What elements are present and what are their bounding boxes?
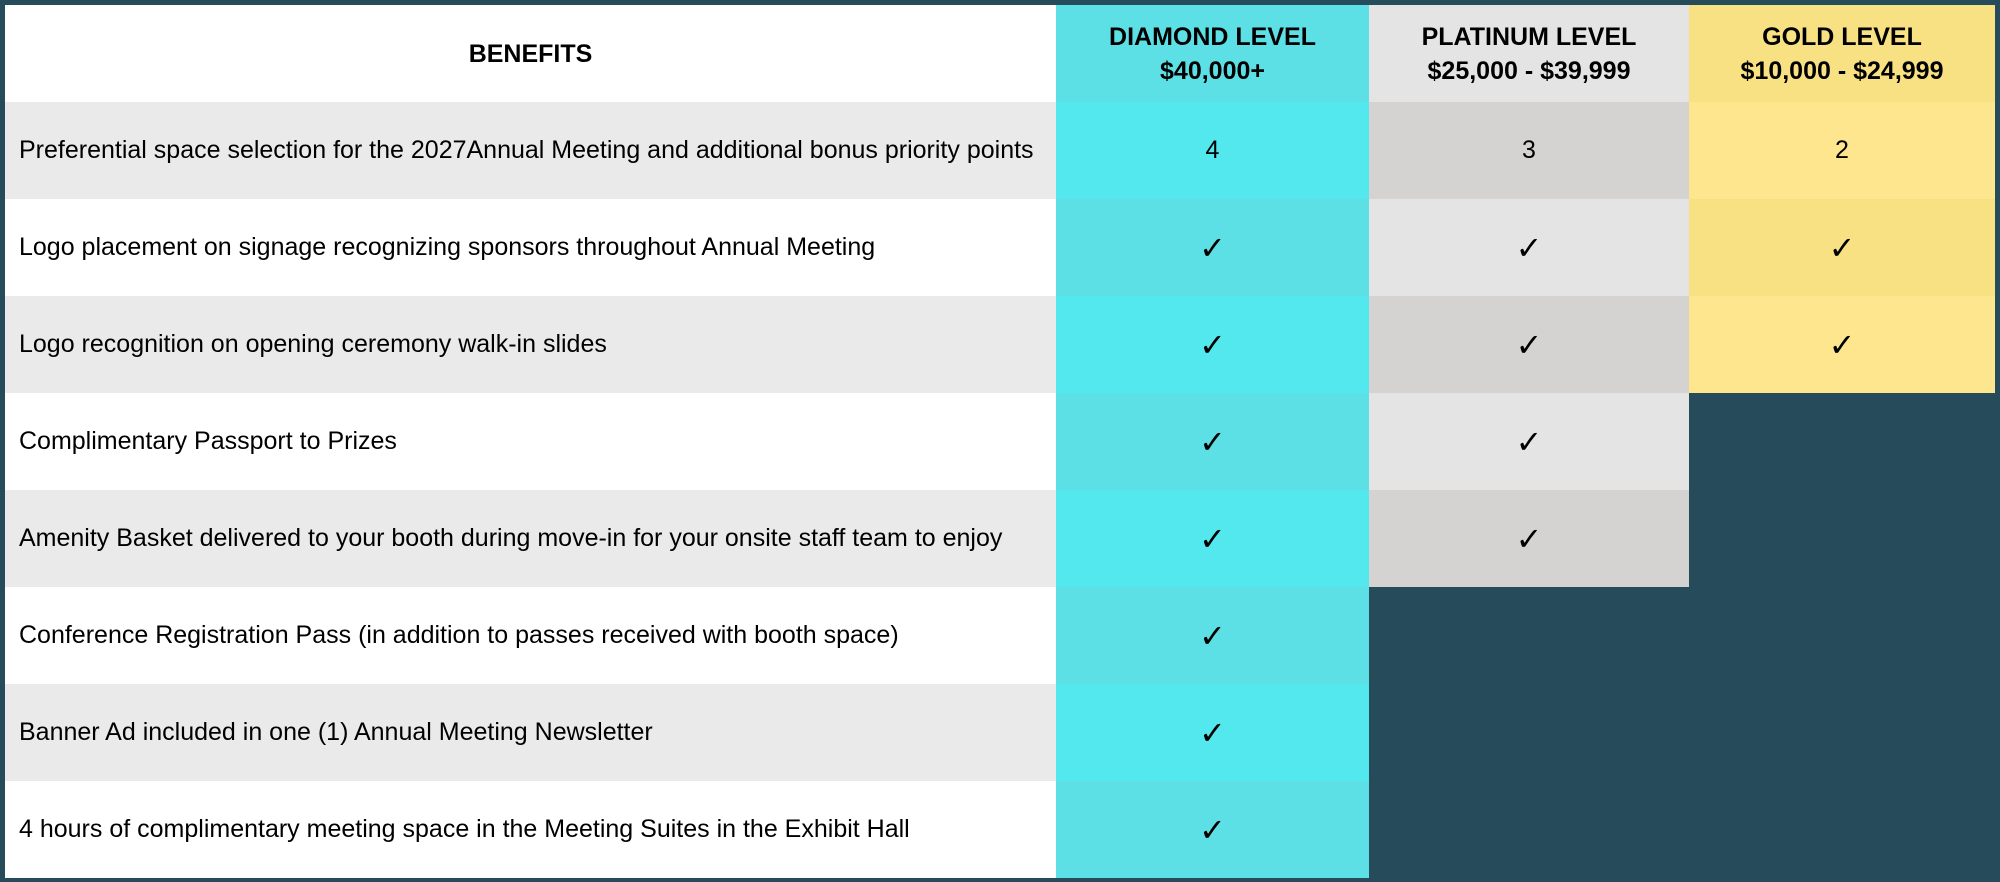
platinum-level-header	[1369, 5, 1689, 102]
gold-level-price: $10,000 - $24,999	[1740, 56, 1944, 85]
platinum-level-price: $25,000 - $39,999	[1427, 56, 1631, 85]
diamond-level-header	[1056, 5, 1369, 102]
gold-value-cell: 2	[1689, 102, 1995, 199]
diamond-check-cell: ✓	[1056, 199, 1369, 296]
platinum-empty-cell	[1369, 684, 1689, 781]
diamond-level-name: DIAMOND LEVEL	[1109, 22, 1316, 51]
platinum-empty-cell	[1369, 781, 1689, 878]
benefit-cell: 4 hours of complimentary meeting space in the Meeting Suites in the Exhibit Hall	[5, 781, 1056, 878]
diamond-level-price: $40,000+	[1160, 56, 1265, 85]
diamond-check-cell: ✓	[1056, 393, 1369, 490]
gold-empty-cell	[1689, 781, 1995, 878]
diamond-check-cell: ✓	[1056, 587, 1369, 684]
benefit-cell: Logo recognition on opening ceremony walk-in slides	[5, 296, 1056, 393]
benefit-cell: Amenity Basket delivered to your booth during move-in for your onsite staff team to enjoy	[5, 490, 1056, 587]
gold-check-cell: ✓	[1689, 296, 1995, 393]
benefit-cell: Complimentary Passport to Prizes	[5, 393, 1056, 490]
gold-empty-cell	[1689, 490, 1995, 587]
diamond-check-cell: ✓	[1056, 296, 1369, 393]
diamond-value-cell: 4	[1056, 102, 1369, 199]
benefit-cell: Logo placement on signage recognizing sponsors throughout Annual Meeting	[5, 199, 1056, 296]
gold-check-cell: ✓	[1689, 199, 1995, 296]
gold-level-name: GOLD LEVEL	[1762, 22, 1922, 51]
benefit-cell: Preferential space selection for the 2027Annual Meeting and additional bonus priority points	[5, 102, 1056, 199]
diamond-check-cell: ✓	[1056, 684, 1369, 781]
gold-empty-cell	[1689, 587, 1995, 684]
platinum-check-cell: ✓	[1369, 199, 1689, 296]
platinum-level-name: PLATINUM LEVEL	[1421, 22, 1637, 51]
diamond-check-cell: ✓	[1056, 781, 1369, 878]
gold-empty-cell	[1689, 393, 1995, 490]
platinum-check-cell: ✓	[1369, 490, 1689, 587]
platinum-check-cell: ✓	[1369, 393, 1689, 490]
platinum-value-cell: 3	[1369, 102, 1689, 199]
benefit-cell: Conference Registration Pass (in addition to passes received with booth space)	[5, 587, 1056, 684]
gold-level-header	[1689, 5, 1995, 102]
platinum-check-cell: ✓	[1369, 296, 1689, 393]
benefits-header-label: BENEFITS	[468, 39, 593, 68]
gold-empty-cell	[1689, 684, 1995, 781]
diamond-check-cell: ✓	[1056, 490, 1369, 587]
platinum-empty-cell	[1369, 587, 1689, 684]
benefits-header	[5, 5, 1056, 102]
benefit-cell: Banner Ad included in one (1) Annual Meeting Newsletter	[5, 684, 1056, 781]
sponsorship-benefits-table	[5, 5, 1995, 878]
